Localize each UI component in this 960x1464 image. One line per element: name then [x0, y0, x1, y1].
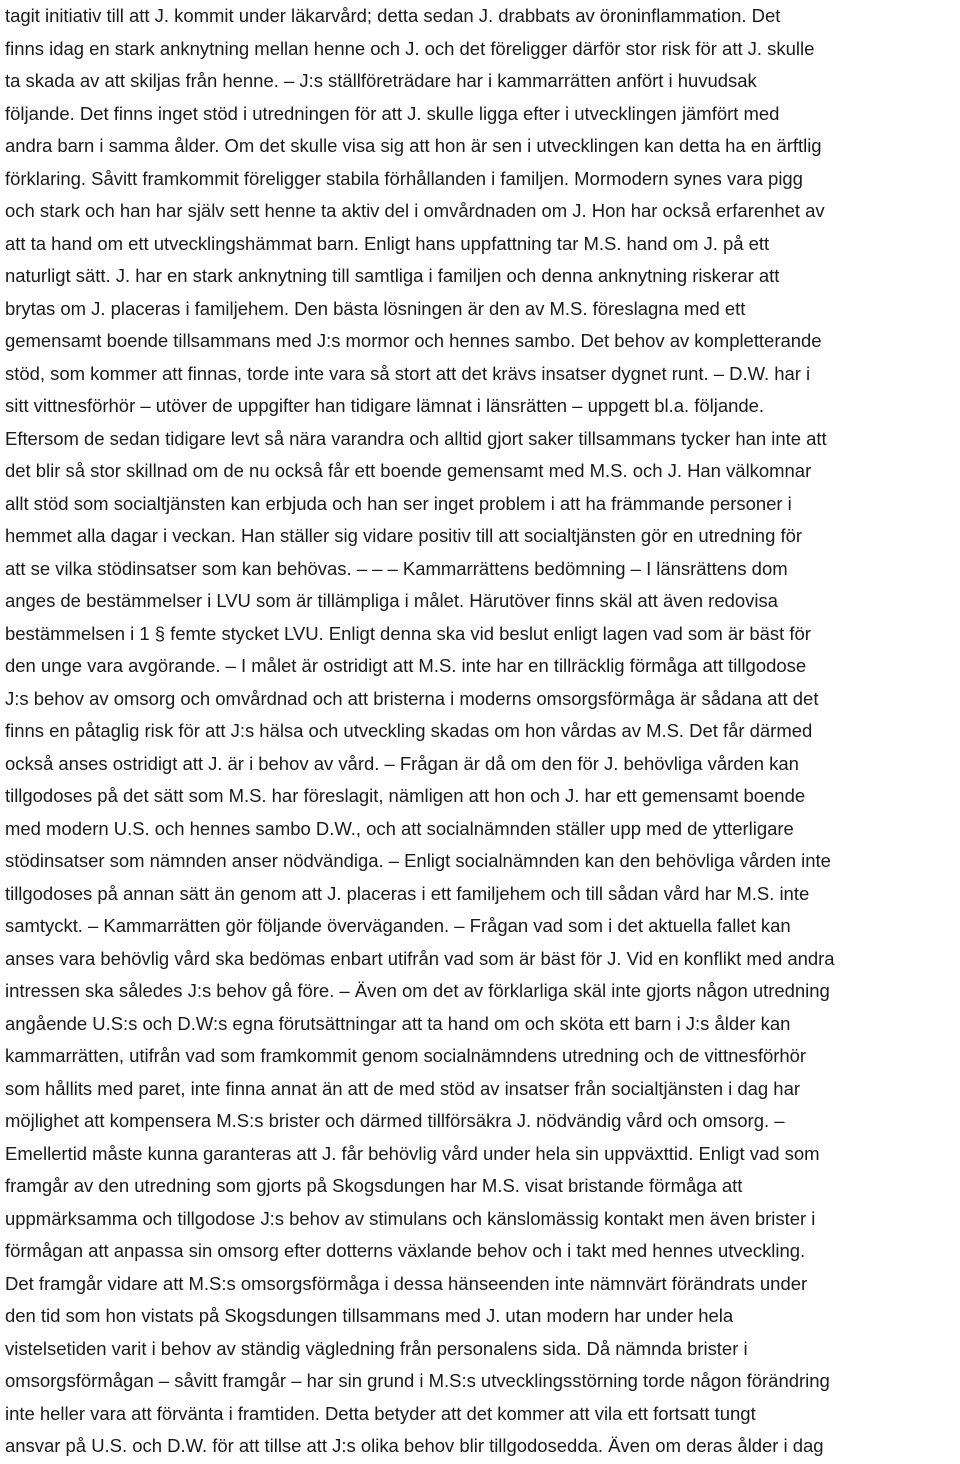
text-line: stödinsatser som nämnden anser nödvändiga. – Enligt socialnämnden kan den behövliga vården inte — [5, 850, 831, 871]
text-line: kammarrätten, utifrån vad som framkommit genom socialnämndens utredning och de vittnesförhör — [5, 1045, 807, 1066]
text-line: följande. Det finns inget stöd i utredningen för att J. skulle ligga efter i utvecklingen jämfört med — [5, 102, 780, 124]
text-line: med modern U.S. och hennes sambo D.W., och att socialnämnden ställer upp med de ytterligare — [5, 817, 794, 839]
text-line: naturligt sätt. J. har en stark anknytning till samtliga i familjen och denna anknytning riskerar att — [5, 265, 780, 286]
text-line: framgår av den utredning som gjorts på Skogsdungen har M.S. visat bristande förmåga att — [5, 1175, 743, 1196]
document-body — [5, 0, 960, 1463]
text-line: vistelsetiden varit i behov av ständig vägledning från personalens sida. Då nämnda brister i — [5, 1337, 748, 1359]
text-line: ta skada av att skiljas från henne. – J:s ställföreträdare har i kammarrätten anfört i huvudsak — [5, 70, 757, 91]
text-line: uppmärksamma och tillgodose J:s behov av stimulans och känslomässig kontakt men även brister i — [5, 1207, 816, 1229]
text-line: anges de bestämmelser i LVU som är tillämpliga i målet. Härutöver finns skäl att även redovisa — [5, 590, 778, 611]
text-line: Det framgår vidare att M.S:s omsorgsförmåga i dessa hänseenden inte nämnvärt förändrats under — [5, 1272, 808, 1294]
text-line: anses vara behövlig vård ska bedömas enbart utifrån vad som är bäst för J. Vid en konflikt med andra — [5, 947, 835, 969]
text-line: den tid som hon vistats på Skogsdungen tillsammans med J. utan modern har under hela — [5, 1305, 734, 1326]
text-line: förmågan att anpassa sin omsorg efter dotterns växlande behov och i takt med hennes utveckling. — [5, 1240, 806, 1261]
text-line: att se vilka stödinsatser som kan behövas. – – – Kammarrättens bedömning – I länsrättens dom — [5, 557, 788, 579]
text-line: inte heller vara att förvänta i framtiden. Detta betyder att det kommer att vila ett fortsatt tungt — [5, 1402, 756, 1424]
text-line: Emellertid måste kunna garanteras att J. får behövlig vård under hela sin uppväxttid. Enligt vad som — [5, 1142, 820, 1164]
text-line: tagit initiativ till att J. kommit under läkarvård; detta sedan J. drabbats av öroninflammation. Det — [5, 5, 781, 26]
text-line: också anses ostridigt att J. är i behov av vård. – Frågan är då om den för J. behövliga vården kan — [5, 752, 799, 774]
text-line: brytas om J. placeras i familjehem. Den bästa lösningen är den av M.S. föreslagna med ett — [5, 297, 746, 319]
text-line: att ta hand om ett utvecklingshämmat barn. Enligt hans uppfattning tar M.S. hand om J. på ett — [5, 232, 770, 254]
text-line: som hållits med paret, inte finna annat än att de med stöd av insatser från socialtjänsten i dag har — [5, 1077, 800, 1099]
text-line: bestämmelsen i 1 § femte stycket LVU. Enligt denna ska vid beslut enligt lagen vad som är bäst för — [5, 622, 811, 644]
text-line: samtyckt. – Kammarrätten gör följande överväganden. – Frågan vad som i det aktuella fallet kan — [5, 915, 791, 936]
text-line: möjlighet att kompensera M.S:s brister och därmed tillförsäkra J. nödvändig vård och omsorg. – — [5, 1110, 785, 1131]
text-line: J:s behov av omsorg och omvårdnad och att bristerna i moderns omsorgsförmåga är sådana att det — [5, 687, 819, 709]
text-line: intressen ska således J:s behov gå före. – Även om det av förklarliga skäl inte gjorts någon utredning — [5, 980, 830, 1001]
text-line: omsorgsförmågan – såvitt framgår – har sin grund i M.S:s utvecklingsstörning torde någon förändring — [5, 1370, 830, 1391]
text-line: hemmet alla dagar i veckan. Han ställer sig vidare positiv till att socialtjänsten gör en utredning för — [5, 525, 802, 546]
text-line: angående U.S:s och D.W:s egna förutsättningar att ta hand om och sköta ett barn i J:s ålder kan — [5, 1012, 791, 1034]
text-line: det blir så stor skillnad om de nu också får ett boende gemensamt med M.S. och J. Han välkomnar — [5, 460, 812, 481]
text-line: finns en påtaglig risk för att J:s hälsa och utveckling skadas om hon vårdas av M.S. Det får därmed — [5, 720, 813, 741]
text-line: stöd, som kommer att finnas, torde inte vara så stort att det krävs insatser dygnet runt. – D.W. har i — [5, 362, 811, 384]
text-line: sitt vittnesförhör – utöver de uppgifter han tidigare lämnat i länsrätten – uppgett bl.a. följande. — [5, 395, 765, 416]
text-line: och stark och han har själv sett henne ta aktiv del i omvårdnaden om J. Hon har också erfarenhet av — [5, 200, 825, 221]
text-line: allt stöd som socialtjänsten kan erbjuda och han ser inget problem i att ha främmande personer i — [5, 492, 792, 514]
text-line: ansvar på U.S. och D.W. för att tillse att J:s olika behov blir tillgodosedda. Även om deras ålder i dag — [5, 1435, 824, 1456]
text-line: den unge vara avgörande. – I målet är ostridigt att M.S. inte har en tillräcklig förmåga att tillgodose — [5, 655, 807, 676]
text-line: finns idag en stark anknytning mellan henne och J. och det föreligger därför stor risk för att J. skulle — [5, 37, 815, 59]
text-line: tillgodoses på det sätt som M.S. har föreslagit, nämligen att hon och J. har ett gemensamt boende — [5, 785, 806, 806]
text-line: förklaring. Såvitt framkommit föreligger stabila förhållanden i familjen. Mormodern synes vara pigg — [5, 167, 803, 189]
text-line: Eftersom de sedan tidigare levt så nära varandra och alltid gjort saker tillsammans tycker han inte att — [5, 427, 827, 449]
text-line: andra barn i samma ålder. Om det skulle visa sig att hon är sen i utvecklingen kan detta ha en ärftlig — [5, 135, 822, 156]
text-line: gemensamt boende tillsammans med J:s mormor och hennes sambo. Det behov av kompletterande — [5, 330, 822, 351]
text-line: tillgodoses på annan sätt än genom att J. placeras i ett familjehem och till sådan vård har M.S. inte — [5, 882, 810, 904]
